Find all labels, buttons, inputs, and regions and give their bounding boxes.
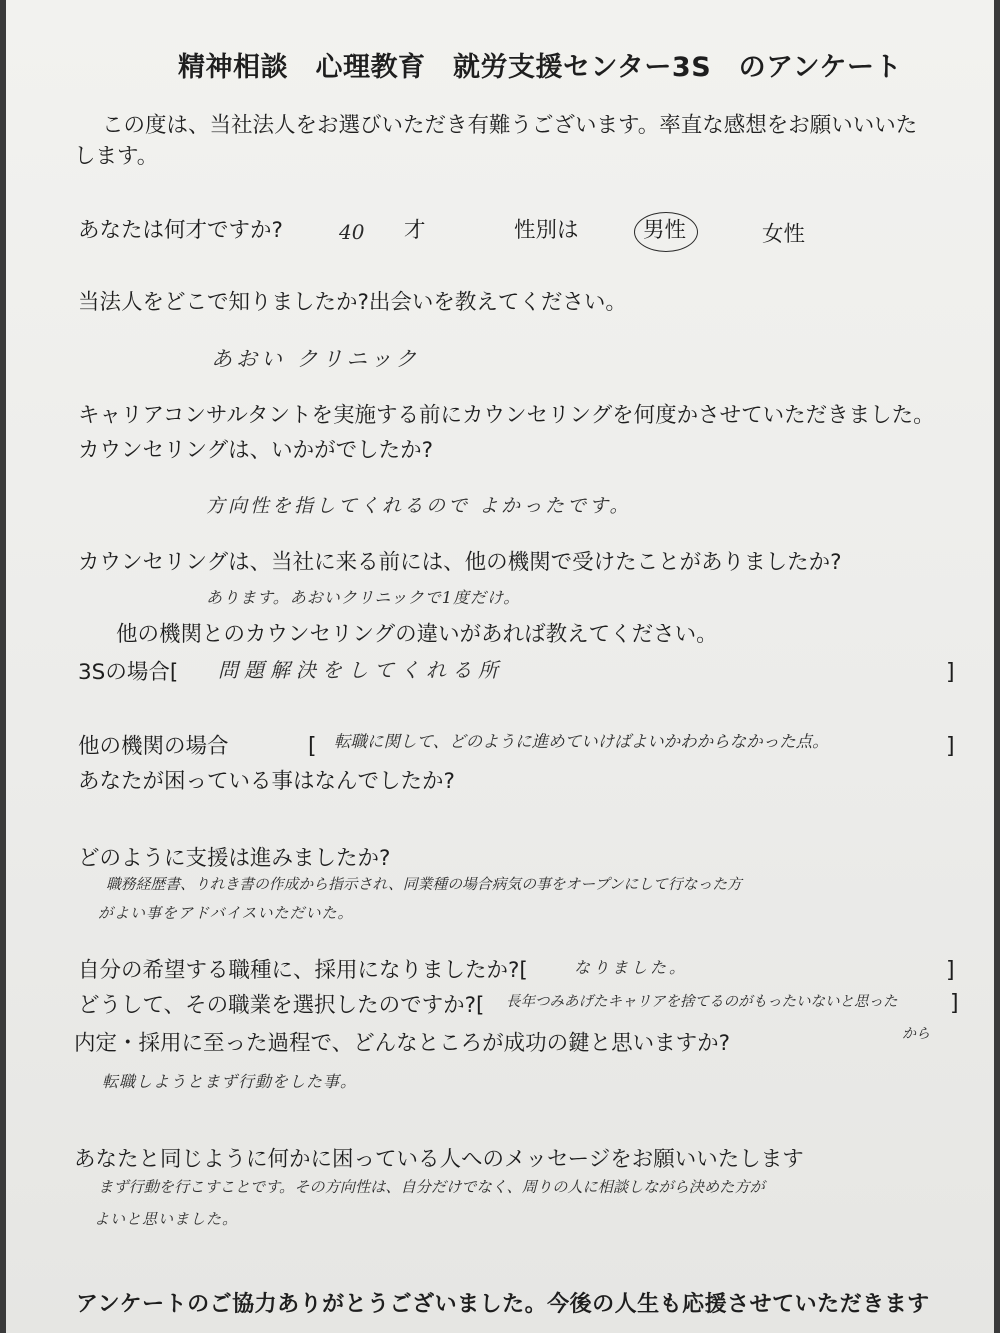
source-answer: あおい クリニック <box>211 347 421 371</box>
counseling-intro-line1: キャリアコンサルタントを実施する前にカウンセリングを何度かさせていただきました。 <box>78 403 935 428</box>
3s-case-answer: 問題解決をしてくれる所 <box>218 658 504 682</box>
other-case-answer: 転職に関して、どのように進めていけばよいかわからなかった点。 <box>334 732 829 751</box>
difference-question: 他の機関とのカウンセリングの違いがあれば教えてください。 <box>116 622 718 647</box>
thanks-footer: アンケートのご協力ありがとうございました。今後の人生も応援させていただきます <box>76 1292 930 1317</box>
survey-title: 精神相談 心理教育 就労支援センター3S のアンケート <box>178 52 903 83</box>
other-case-close-bracket: ] <box>946 734 955 759</box>
age-answer: 40 <box>339 220 365 244</box>
support-answer-line1: 職務経歴書、りれき書の作成から指示され、同業種の場合病気の事をオープンにして行なった方 <box>106 876 742 893</box>
hired-question: 自分の希望する職種に、採用になりましたか?[ <box>78 958 528 983</box>
trouble-question: あなたが困っている事はなんでしたか? <box>78 769 455 794</box>
3s-case-close-bracket: ] <box>946 660 955 685</box>
gender-male-option: 男性 <box>643 218 687 243</box>
why-close-bracket: ] <box>950 991 959 1016</box>
success-key-question: 内定・採用に至った過程で、どんなところが成功の鍵と思いますか? <box>74 1031 730 1056</box>
support-question: どのように支援は進みましたか? <box>78 846 391 871</box>
counseling-answer: 方向性を指してくれるので よかったです。 <box>206 495 632 517</box>
other-case-open-bracket: [ <box>308 734 317 759</box>
message-answer-line1: まず行動を行こすことです。その方向性は、自分だけでなく、周りの人に相談しながら決めた方が <box>98 1178 765 1196</box>
intro-text-line2: します。 <box>74 144 159 169</box>
gender-question: 性別は <box>514 218 579 243</box>
success-key-answer: 転職しようとまず行動をした事。 <box>102 1072 358 1091</box>
intro-text-line1: この度は、当社法人をお選びいただき有難うございます。率直な感想をお願いいいた <box>102 113 918 138</box>
age-question: あなたは何才ですか? <box>78 218 283 243</box>
support-answer-line2: がよい事をアドバイスいただいた。 <box>98 904 354 922</box>
survey-sheet <box>6 0 994 1333</box>
hired-answer: なりました。 <box>574 958 689 977</box>
3s-case-label: 3Sの場合[ <box>78 660 179 685</box>
why-answer: 長年つみあげたキャリアを捨てるのがもったいないと思った <box>506 994 898 1010</box>
other-institution-question: カウンセリングは、当社に来る前には、他の機関で受けたことがありましたか? <box>78 550 842 575</box>
other-case-label: 他の機関の場合 <box>78 734 229 759</box>
counseling-question: カウンセリングは、いかがでしたか? <box>78 438 433 463</box>
hired-close-bracket: ] <box>946 958 955 983</box>
why-question: どうして、その職業を選択したのですか?[ <box>78 993 485 1018</box>
message-answer-line2: よいと思いました。 <box>94 1210 239 1228</box>
why-answer-continued: から <box>902 1026 930 1042</box>
gender-selection-circle <box>634 212 698 252</box>
message-question: あなたと同じように何かに困っている人へのメッセージをお願いいたします <box>74 1147 804 1172</box>
source-question: 当法人をどこで知りましたか?出会いを教えてください。 <box>78 290 627 315</box>
other-institution-answer: あります。あおいクリニックで1度だけ。 <box>206 588 521 607</box>
gender-female-option: 女性 <box>762 222 806 247</box>
age-unit: 才 <box>404 218 426 243</box>
